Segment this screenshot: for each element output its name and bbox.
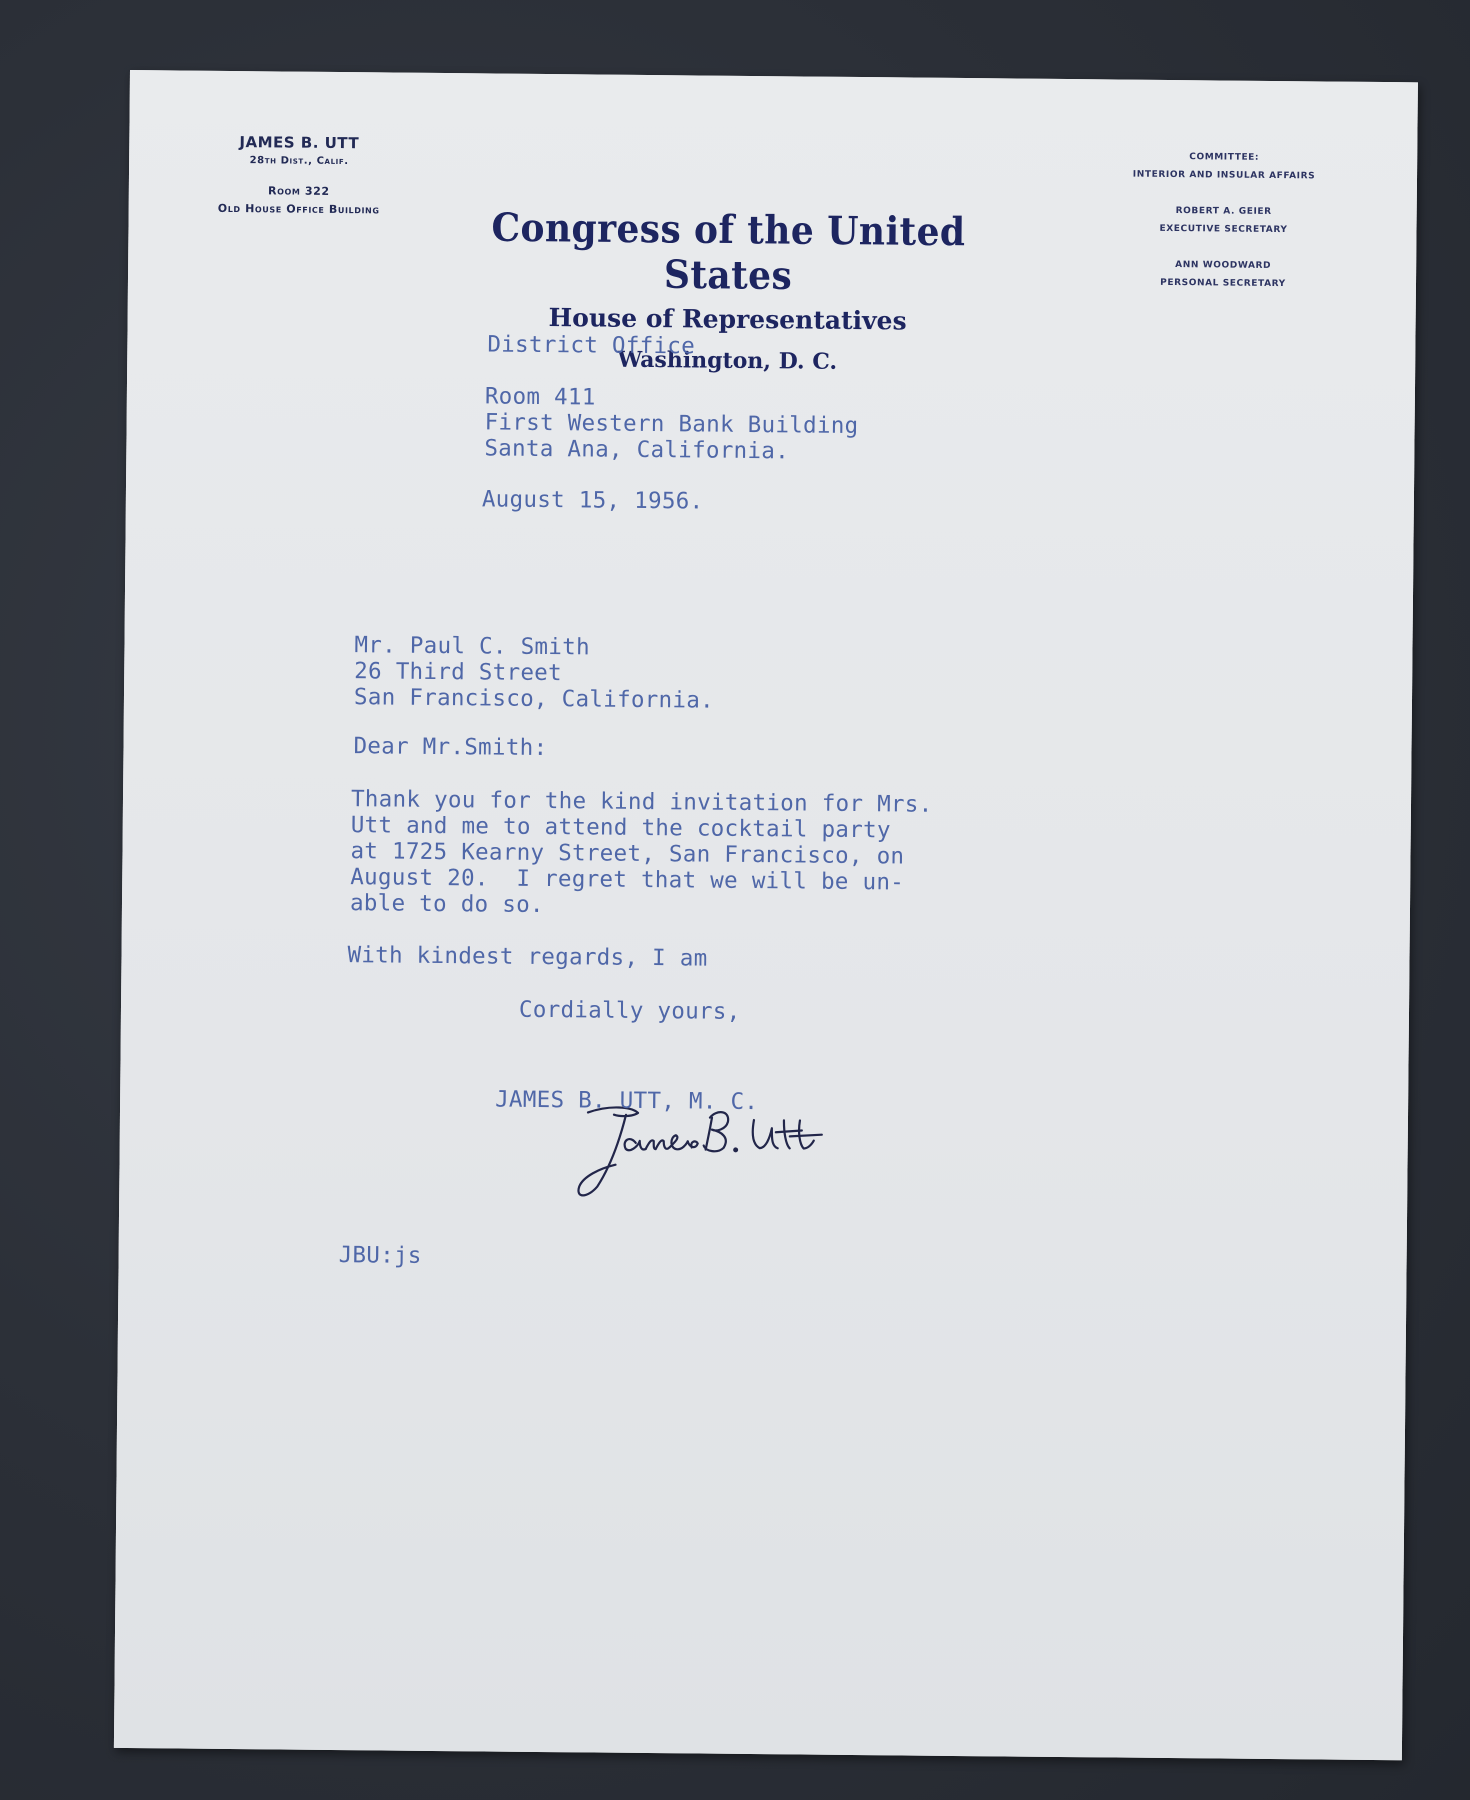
letterhead-house-title: House of Representatives <box>548 303 907 336</box>
body-line: Utt and me to attend the cocktail party <box>350 812 891 844</box>
member-room: Room 322 <box>267 184 330 198</box>
personal-secretary-name: ANN WOODWARD <box>1175 260 1272 271</box>
committee-name: INTERIOR AND INSULAR AFFAIRS <box>1132 169 1316 182</box>
member-building: Old House Office Building <box>217 201 380 217</box>
body-line: at 1725 Kearny Street, San Francisco, on <box>350 838 905 870</box>
reference-initials: JBU:js <box>338 1242 422 1269</box>
recipient-name: Mr. Paul C. Smith <box>354 632 590 661</box>
member-name: JAMES B. UTT <box>239 133 360 153</box>
sender-office-room: Room 411 <box>484 383 596 411</box>
recipient-street: 26 Third Street <box>354 658 563 687</box>
body-line: able to do so. <box>349 890 544 919</box>
letterhead-staff-block <box>1113 147 1334 293</box>
letter-date: August 15, 1956. <box>481 486 704 515</box>
body-line: August 20. I regret that we will be un- <box>350 864 905 896</box>
letterhead-member-block <box>189 133 410 217</box>
committee-label: COMMITTEE: <box>1189 152 1260 163</box>
sender-office-city: Santa Ana, California. <box>484 435 790 465</box>
regards-line: With kindest regards, I am <box>347 942 708 972</box>
letterhead-congress-title: Congress of the United States <box>491 205 966 299</box>
closing-line: Cordially yours, <box>518 996 741 1025</box>
sender-office-label: District Office <box>487 331 696 360</box>
typed-signature-name: JAMES B. UTT, M. C. <box>495 1086 759 1116</box>
body-line: Thank you for the kind invitation for Mrs. <box>350 786 933 818</box>
recipient-city: San Francisco, California. <box>353 684 715 714</box>
personal-secretary-title: PERSONAL SECRETARY <box>1160 277 1286 290</box>
letter-page <box>114 70 1418 1760</box>
sender-office-building: First Western Bank Building <box>484 409 859 440</box>
exec-secretary-name: ROBERT A. GEIER <box>1175 206 1272 217</box>
letterhead-city: Washington, D. C. <box>617 346 838 375</box>
salutation: Dear Mr.Smith: <box>353 733 548 762</box>
exec-secretary-title: EXECUTIVE SECRETARY <box>1159 223 1288 236</box>
member-district: 28th Dist., Calif. <box>249 155 349 168</box>
